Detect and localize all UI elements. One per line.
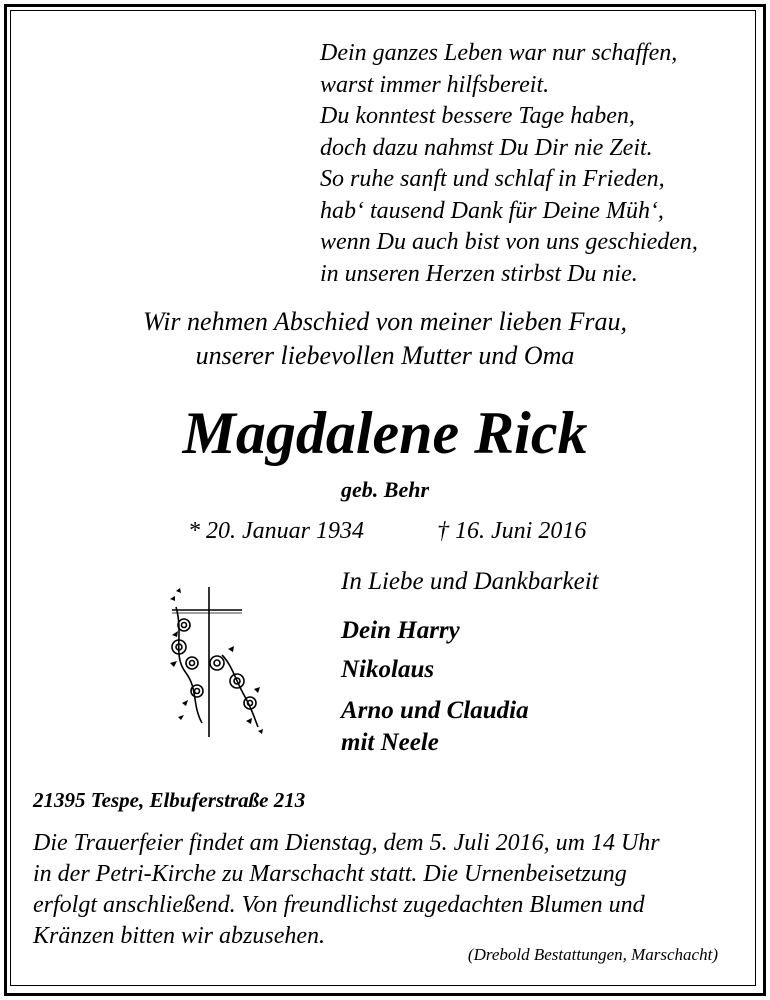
ceremony-line: erfolgt anschließend. Von freundlichst zugedachten Blumen und (33, 892, 645, 918)
birth-date: * 20. Januar 1934 (188, 518, 364, 544)
mourner-name: mit Neele (341, 729, 439, 756)
deceased-name: Magdalene Rick (182, 400, 588, 466)
poem-line: wenn Du auch bist von uns geschieden, (320, 229, 698, 255)
ceremony-notice (33, 828, 733, 952)
intro-line-2: unserer liebevollen Mutter und Oma (195, 341, 575, 370)
poem-line: hab‘ tausend Dank für Deine Müh‘, (320, 197, 664, 224)
maiden-name: geb. Behr (341, 477, 429, 502)
ceremony-line: Kränzen bitten wir abzusehen. (33, 923, 325, 949)
death-date: † 16. Juni 2016 (437, 518, 587, 544)
funeral-home: (Drebold Bestattungen, Marschacht) (467, 945, 718, 964)
poem-line: in unseren Herzen stirbst Du nie. (320, 260, 638, 287)
ceremony-line: Die Trauerfeier findet am Dienstag, dem 5. Juli 2016, um 14 Uhr (33, 830, 660, 856)
poem-line: doch dazu nahmst Du Dir nie Zeit. (320, 134, 653, 161)
poem-line: warst immer hilfsbereit. (320, 71, 550, 98)
mourner-name: Dein Harry (341, 617, 460, 644)
mourner-name: Arno und Claudia (341, 697, 529, 724)
poem (320, 38, 740, 290)
ceremony-line: in der Petri-Kirche zu Marschacht statt. Die Urnenbeisetzung (33, 861, 627, 887)
mourner-name: Nikolaus (341, 656, 435, 683)
poem-line: So ruhe sanft und schlaf in Frieden, (320, 166, 665, 192)
poem-line: Du konntest bessere Tage haben, (320, 103, 635, 129)
thanks-line: In Liebe und Dankbarkeit (341, 568, 599, 595)
poem-line: Dein ganzes Leben war nur schaffen, (320, 40, 678, 66)
address: 21395 Tespe, Elbuferstraße 213 (33, 788, 306, 812)
cross-with-roses-icon (162, 585, 272, 745)
intro-line-1: Wir nehmen Abschied von meiner lieben Frau, (142, 307, 628, 336)
